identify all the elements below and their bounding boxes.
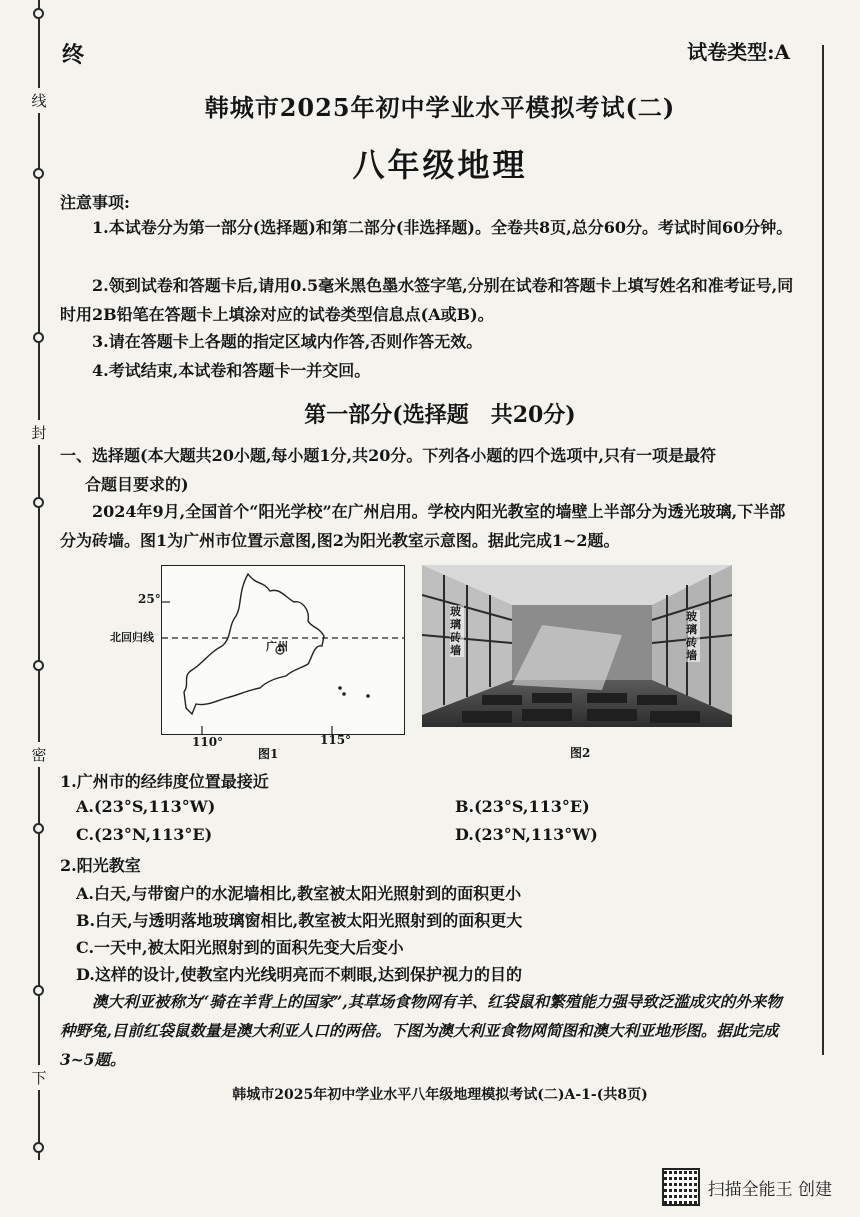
tropic-label: 北回归线 [110, 631, 154, 644]
guangzhou-location-map [161, 565, 405, 735]
corner-mark: 终 [62, 42, 85, 68]
lon-110-label: 110° [192, 735, 224, 749]
notice-item-text: 3.请在答题卡上各题的指定区域内作答,否则作答无效。 [92, 332, 483, 351]
binding-hole [33, 168, 44, 179]
section-heading-line1: 一、选择题(本大题共20小题,每小题1分,共20分。下列各小题的四个选项中,只有一项是最符 [60, 446, 716, 465]
notice-item-2 [60, 271, 795, 329]
section-heading [60, 441, 800, 499]
notice-item-text: 2.领到试卷和答题卡后,请用0.5毫米黑色墨水签字笔,分别在试卷和答题卡上填写姓名和准考证号,同时用2B铅笔在答题卡上填涂对应的试卷类型信息点(A或B)。 [60, 276, 794, 324]
part1-heading: 第一部分(选择题 共20分) [304, 402, 576, 428]
binding-hole [33, 8, 44, 19]
left-wall-label: 玻璃砖墙 [450, 605, 464, 657]
margin-char-xian: 线 [28, 88, 50, 113]
figure2-caption: 图2 [570, 746, 591, 760]
margin-char-feng: 封 [28, 420, 50, 445]
notice-item-text: 4.考试结束,本试卷和答题卡一并交回。 [92, 361, 371, 380]
margin-char-xia: 下 [28, 1065, 50, 1090]
lon-115-label: 115° [320, 733, 352, 747]
city-label: 广州 [266, 640, 288, 653]
q2-option-d: D.这样的设计,使教室内光线明亮而不刺眼,达到保护视力的目的 [76, 965, 523, 984]
margin-char-mi: 密 [28, 742, 50, 767]
q1-option-b: B.(23°S,113°E) [455, 797, 590, 816]
q1-option-a: A.(23°S,113°W) [76, 797, 216, 816]
q1-option-c: C.(23°N,113°E) [76, 825, 213, 844]
q2-option-c: C.一天中,被太阳光照射到的面积先变大后变小 [76, 938, 404, 957]
binding-hole [33, 332, 44, 343]
notice-item-4 [60, 356, 795, 385]
right-wall-label: 玻璃砖墙 [686, 610, 700, 662]
q2-option-a: A.白天,与带窗户的水泥墙相比,教室被太阳光照射到的面积更小 [76, 884, 522, 903]
binding-hole [33, 497, 44, 508]
lat-25-label: 25° [138, 592, 161, 606]
section-heading-line2: 合题目要求的) [85, 475, 189, 494]
q1-option-d: D.(23°N,113°W) [455, 825, 598, 844]
exam-title: 韩城市2025年初中学业水平模拟考试(二) [204, 93, 676, 122]
passage-australia [60, 987, 795, 1074]
notice-heading: 注意事项: [60, 193, 130, 212]
binding-hole [33, 823, 44, 834]
watermark-text: 扫描全能王 创建 [707, 1179, 832, 1200]
sunshine-classroom-photo [422, 565, 732, 727]
binding-hole [33, 985, 44, 996]
question-intro: 2024年9月,全国首个“阳光学校”在广州启用。学校内阳光教室的墙壁上半部分为透光玻璃,下半部分为砖墙。图1为广州市位置示意图,图2为阳光教室示意图。据此完成1~2题。 [60, 502, 786, 550]
binding-hole [33, 1142, 44, 1153]
q1-stem: 1.广州市的经纬度位置最接近 [60, 772, 269, 791]
right-rule [822, 45, 824, 1055]
binding-hole [33, 660, 44, 671]
q2-stem: 2.阳光教室 [60, 856, 141, 875]
page-footer: 韩城市2025年初中学业水平八年级地理模拟考试(二)A-1-(共8页) [232, 1087, 648, 1103]
scanner-watermark [662, 1168, 832, 1206]
passage-text: 澳大利亚被称为“骑在羊背上的国家”,其草场食物网有羊、红袋鼠和繁殖能力强导致泛滥成灾的外来物种野兔,目前红袋鼠数量是澳大利亚人口的两倍。下图为澳大利亚食物网简图和澳大利亚地形图。据此完成3~5题。 [60, 992, 782, 1069]
q2-option-b: B.白天,与透明落地玻璃窗相比,教室被太阳光照射到的面积更大 [76, 911, 523, 930]
notice-item-1 [60, 213, 795, 242]
notice-item-text: 1.本试卷分为第一部分(选择题)和第二部分(非选择题)。全卷共8页,总分60分。考试时间60分钟。 [92, 218, 793, 237]
figure1-caption: 图1 [258, 747, 279, 761]
subject-title: 八年级地理 [352, 146, 528, 184]
paper-type: 试卷类型:A [687, 40, 790, 64]
qr-code-icon [662, 1168, 700, 1206]
notice-item-3 [60, 327, 795, 356]
